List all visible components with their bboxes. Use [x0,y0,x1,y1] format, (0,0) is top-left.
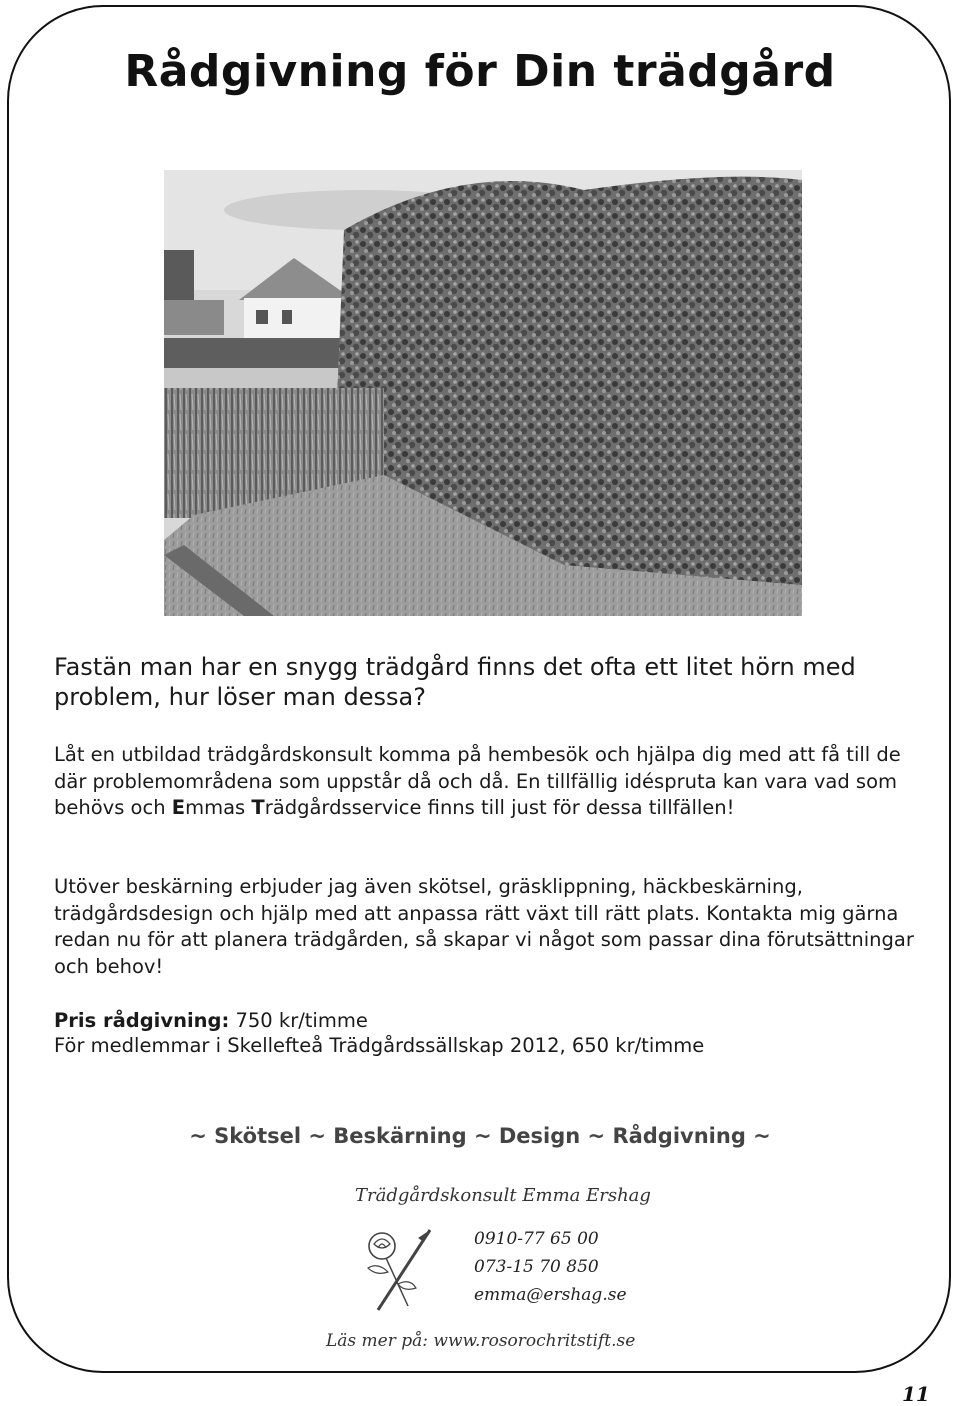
rose-quill-icon [358,1222,438,1314]
read-more-link[interactable]: Läs mer på: www.rosorochritstift.se [326,1331,636,1351]
brand-initial-t: T [251,796,265,819]
brand-initial-e: E [171,796,186,819]
page-number: 11 [902,1382,930,1406]
price-line [54,1008,924,1033]
email-address[interactable]: emma@ershag.se [474,1285,627,1305]
paragraph-consult-part2: finns till just för dessa tillfällen! [421,796,735,819]
price-value: 750 kr/timme [229,1009,368,1032]
paragraph-services: Utöver beskärning erbjuder jag även skötsel, gräsklippning, häckbeskärning, trädgårdsdesign och hjälp med att anpassa rätt växt till rätt plats. Kontakta mig gärna redan nu för att planera trädgården, så skapar vi något som passar dina förutsättningar och behov! [54,875,914,978]
brand-word-emmas: mmas [185,796,252,819]
consultant-name: Trädgårdskonsult Emma Ershag [355,1185,651,1206]
member-price-line: För medlemmar i Skellefteå Trädgårdssällskap 2012, 650 kr/timme [54,1034,705,1057]
lead-text: Fastän man har en snygg trädgård finns det ofta ett litet hörn med problem, hur löser man dessa? [54,653,856,711]
garden-photo [164,170,802,616]
services-tagline: ~ Skötsel ~ Beskärning ~ Design ~ Rådgivning ~ [189,1124,771,1148]
price-label: Pris rådgivning: [54,1009,230,1032]
phone-2: 073-15 70 850 [474,1257,599,1277]
phone-1: 0910-77 65 00 [474,1229,599,1249]
brand-word-tradgardsservice: rädgårdsservice [264,796,422,819]
page-title: Rådgivning för Din trädgård [124,46,836,97]
price-block [54,1008,924,1058]
paragraph-consult [54,742,924,822]
paragraph-consult-part1: Låt en utbildad trädgårdskonsult komma på hembesök och hjälpa dig med att få till de där problemområdena som uppstår då och då. En tillfällig idéspruta kan vara vad som behövs och [54,743,901,819]
